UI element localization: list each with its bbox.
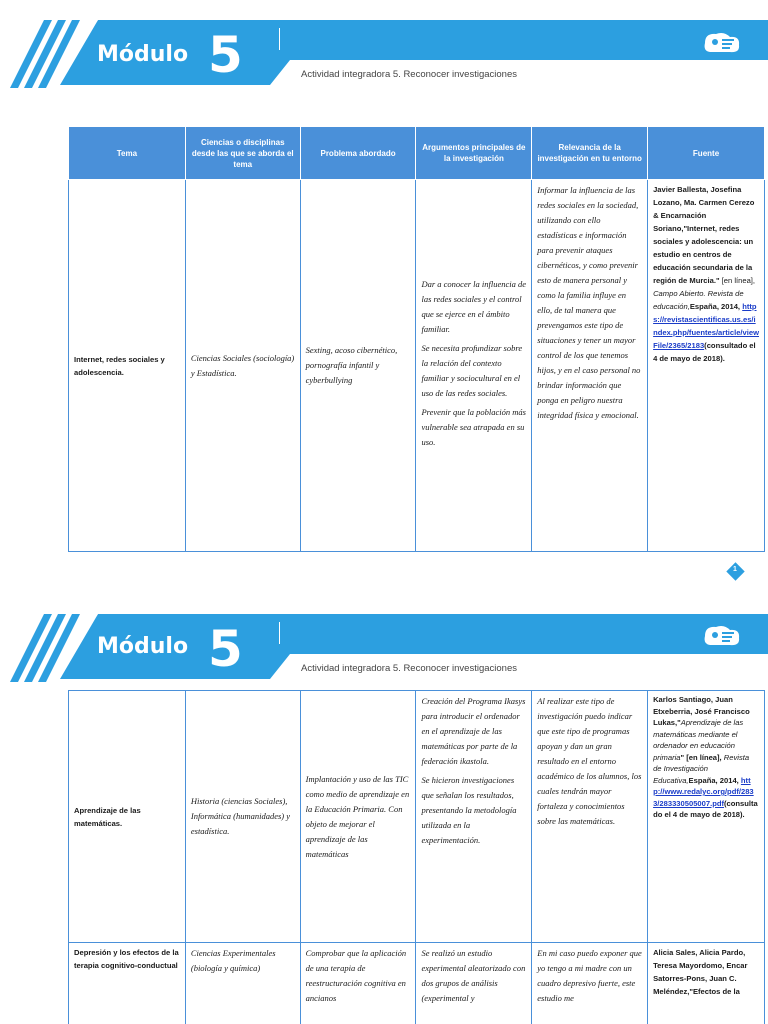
header-fuente: Fuente [648, 127, 765, 180]
source-authors: Karlos Santiago, Juan Etxeberria, José Francisco Lukas," [653, 695, 750, 727]
argument-paragraph: Se hicieron investigaciones que señalan los resultados, presentando la metodología utilizada en la experimentación. [421, 775, 517, 845]
header-divider [279, 28, 280, 50]
argument-paragraph: Creación del Programa Ikasys para introducir el ordenador en el aprendizaje de las matemáticas por parte de la federación ikastola. [421, 696, 526, 766]
research-table-page-1 [68, 126, 765, 552]
cell-tema: Aprendizaje de las matemáticas. [69, 691, 186, 943]
cell-fuente [648, 691, 765, 943]
source-place-year: España, 2014, [688, 775, 739, 785]
source-journal: Campo Abierto. Revista de educación, [653, 289, 744, 311]
cell-relevancia: En mi caso puedo exponer que yo tengo a mi madre con un cuadro depresivo fuerte, este estudio me [532, 943, 648, 1024]
cell-fuente: Alicia Sales, Alicia Pardo, Teresa Mayordomo, Encar Satorres-Pons, Juan C. Meléndez,"Efectos de la [648, 943, 765, 1024]
cell-argumentos [416, 691, 532, 943]
header-relevancia: Relevancia de la investigación en tu entorno [532, 127, 648, 180]
module-header [0, 604, 768, 694]
page-number: 1 [733, 566, 737, 573]
table-row [69, 691, 765, 943]
cell-problema: Sexting, acoso cibernético, pornografía infantil y cyberbullying [300, 180, 416, 552]
cell-problema: Implantación y uso de las TIC como medio de aprendizaje en la Educación Primaria. Con objeto de mejorar el aprendizaje de las matemáticas [300, 691, 416, 943]
header-argumentos: Argumentos principales de la investigación [416, 127, 532, 180]
cell-argumentos [416, 180, 532, 552]
table-row [69, 180, 765, 552]
argument-paragraph: Se necesita profundizar sobre la relación del contexto familiar y sociocultural en el uso de las redes sociales. [421, 343, 523, 398]
cell-fuente [648, 180, 765, 552]
source-link[interactable]: https://revistascientificas.us.es/index.php/fuentes/article/viewFile/2365/2183 [653, 302, 759, 350]
source-tag: [en línea], [719, 276, 756, 285]
cell-tema: Depresión y los efectos de la terapia cognitivo-conductual [69, 943, 186, 1024]
module-title: Módulo [97, 634, 189, 659]
cell-relevancia: Al realizar este tipo de investigación puedo indicar que este tipo de programas apoyan y dan un gran resultado en el entorno académico de los alumnos, los cuales tendrán mayor fortaleza y conocimientos sobre las matemáticas. [532, 691, 648, 943]
table-row [69, 943, 765, 1024]
prepa-en-linea-sep-logo-icon [702, 624, 742, 648]
header-problema: Problema abordado [300, 127, 416, 180]
research-table-page-2 [68, 690, 765, 1024]
source-consulted: (consultado el 4 de mayo de 2018). [653, 341, 756, 363]
source-consulted: (consulta do el 4 de mayo de 2018). [653, 798, 758, 819]
source-title: Aprendizaje de las matemáticas mediante el ordenador en educación primaria [653, 718, 744, 762]
header-divider [279, 622, 280, 644]
source-link[interactable]: http://www.redalyc.org/pdf/2833/283330505007.pdf [653, 775, 754, 808]
cell-ciencias: Historia (ciencias Sociales), Informática (humanidades) y estadística. [185, 691, 300, 943]
activity-subtitle: Actividad integradora 5. Reconocer investigaciones [301, 663, 517, 674]
argument-paragraph: Dar a conocer la influencia de las redes sociales y el control que se ejerce en el ámbito familiar. [421, 279, 527, 334]
cell-ciencias: Ciencias Experimentales (biología y química) [185, 943, 300, 1024]
module-title: Módulo [97, 42, 189, 67]
page-2 [0, 604, 768, 1024]
source-journal: Revista de Investigación Educativa, [653, 752, 750, 785]
activity-subtitle: Actividad integradora 5. Reconocer investigaciones [301, 69, 517, 80]
module-number: 5 [208, 620, 243, 678]
argument-paragraph: Prevenir que la población más vulnerable sea atrapada en su uso. [421, 407, 526, 447]
module-number: 5 [208, 26, 243, 84]
source-authors: Javier Ballesta, Josefina Lozano, Ma. Carmen Cerezo & Encarnación Soriano,"Internet, redes sociales y adolescencia: un estudio en centros de educación secundaria de la región de Murcia." [653, 185, 755, 285]
module-header [0, 0, 768, 90]
cell-problema: Comprobar que la aplicación de una terapia de reestructuración cognitiva en ancianos [300, 943, 416, 1024]
header-ciencias: Ciencias o disciplinas desde las que se aborda el tema [185, 127, 300, 180]
table-header-row [69, 127, 765, 180]
cell-relevancia: Informar la influencia de las redes sociales en la sociedad, utilizando con ello estadísticas e información para prevenir ataques cibernéticos, y como prevenir esto de manera personal y como la familia influye en ello, de tal manera que prevengamos este tipo de situaciones y tener un mayor control de los que tenemos hijos, y en el caso personal no brindar información que ponga en peligro nuestra integridad física y emocional. [532, 180, 648, 552]
cell-argumentos: Se realizó un estudio experimental aleatorizado con dos grupos de análisis (experimental y [416, 943, 532, 1024]
source-place-year: España, 2014, [689, 302, 741, 311]
source-tag: " [en línea], [680, 752, 724, 762]
prepa-en-linea-sep-logo-icon [702, 31, 742, 55]
cell-ciencias: Ciencias Sociales (sociología) y Estadística. [185, 180, 300, 552]
header-tema: Tema [69, 127, 186, 180]
cell-tema: Internet, redes sociales y adolescencia. [69, 180, 186, 552]
